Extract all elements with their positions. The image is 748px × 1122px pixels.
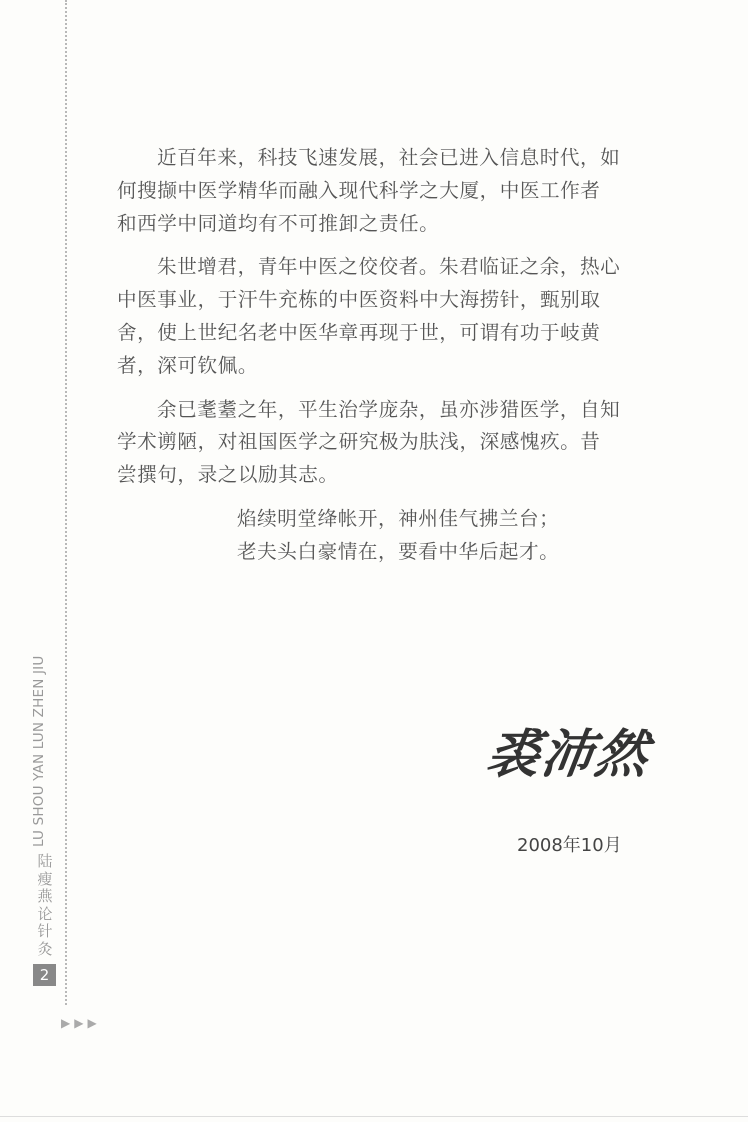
page-bottom-rule bbox=[0, 1116, 748, 1117]
text-line: 中医事业，于汗牛充栋的中医资料中大海捞针，甄别取 bbox=[117, 288, 601, 312]
margin-dotted-rule bbox=[65, 0, 67, 1005]
text-line: 和西学中同道均有不可推卸之责任。 bbox=[117, 211, 440, 235]
date: 2008年10月 bbox=[517, 835, 622, 856]
title-char: 论 bbox=[37, 904, 53, 923]
text-line: 朱世增君，青年中医之佼佼者。朱君临证之余，热心 bbox=[157, 255, 621, 279]
title-char: 瘦 bbox=[37, 869, 53, 888]
book-title-pinyin: LU SHOU YAN LUN ZHEN JIU bbox=[31, 655, 47, 847]
title-char: 灸 bbox=[37, 939, 53, 958]
title-char: 陆 bbox=[37, 852, 53, 870]
page-number: 2 bbox=[33, 964, 56, 986]
text-line: 学术谫陋，对祖国医学之研究极为肤浅，深感愧疚。昔 bbox=[117, 430, 601, 454]
title-char: 针 bbox=[37, 922, 53, 940]
book-title-chinese bbox=[36, 853, 54, 958]
preface-body bbox=[117, 142, 657, 569]
arrow-icons: ▶▶▶ bbox=[61, 1016, 101, 1030]
poem-line: 焰续明堂绛帐开，神州佳气拂兰台； bbox=[237, 506, 560, 530]
title-char: 燕 bbox=[37, 887, 53, 905]
text-line: 尝撰句，录之以励其志。 bbox=[117, 463, 339, 487]
text-line: 近百年来，科技飞速发展，社会已进入信息时代，如 bbox=[157, 146, 621, 169]
handwritten-signature: 裘沛然 bbox=[483, 724, 654, 785]
text-line: 余已耄耋之年，平生治学庞杂，虽亦涉猎医学，自知 bbox=[157, 397, 621, 421]
text-line: 何搜撷中医学精华而融入现代科学之大厦，中医工作者 bbox=[117, 178, 601, 202]
text-line: 舍，使上世纪名老中医华章再现于世，可谓有功于岐黄 bbox=[117, 320, 601, 344]
poem-line: 老夫头白豪情在，要看中华后起才。 bbox=[237, 539, 560, 563]
text-line: 者，深可钦佩。 bbox=[117, 353, 259, 377]
